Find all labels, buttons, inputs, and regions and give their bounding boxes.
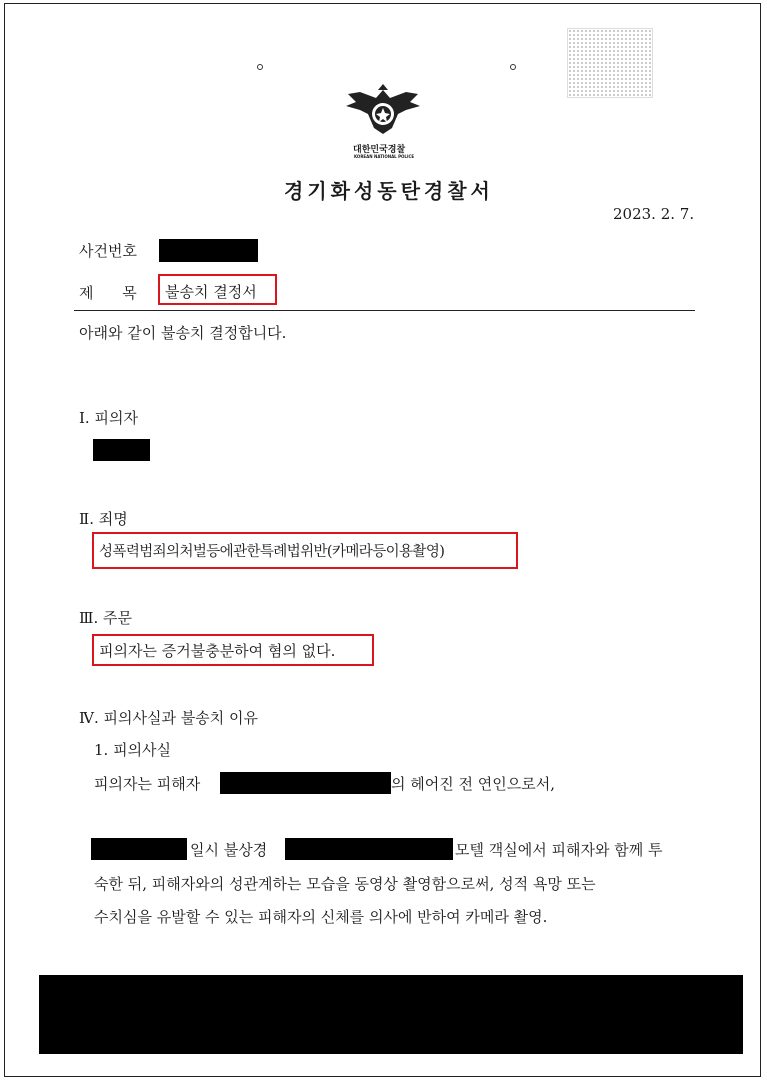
- section-charge-heading: Ⅱ. 죄명: [79, 510, 128, 528]
- redacted-date: [91, 838, 187, 860]
- redacted-location: [285, 838, 453, 860]
- facts-line1-pre: 피의자는 피해자: [94, 775, 201, 793]
- facts-line2-post: 모텔 객실에서 피해자와 함께 투: [455, 841, 663, 859]
- redacted-footer-block: [39, 975, 743, 1054]
- intro-text: 아래와 같이 불송치 결정합니다.: [79, 324, 287, 342]
- facts-line2-mid: 일시 불상경: [190, 841, 268, 859]
- case-number-label: 사건번호: [79, 242, 137, 260]
- facts-line1-post: 의 헤어진 전 연인으로서,: [391, 775, 555, 793]
- logo-korean-text: 대한민국경찰: [353, 145, 406, 155]
- charge-value: 성폭력범죄의처벌등에관한특례법위반(카메라등이용촬영): [99, 544, 445, 560]
- logo-english-text: KOREAN NATIONAL POLICE: [354, 154, 415, 159]
- facts-line3: 숙한 뒤, 피해자와의 성관계하는 모습을 동영상 촬영함으로써, 성적 욕망 또는: [94, 875, 596, 893]
- punch-hole-right: [510, 64, 516, 70]
- punch-hole-left: [257, 64, 263, 70]
- document-date: 2023. 2. 7.: [613, 205, 695, 223]
- police-emblem-logo: [340, 84, 426, 159]
- redacted-suspect-name: [93, 439, 150, 461]
- header-divider: [74, 310, 695, 311]
- section-ruling-heading: Ⅲ. 주문: [79, 609, 132, 627]
- faded-stamp: [567, 28, 653, 98]
- facts-line4: 수치심을 유발할 수 있는 피해자의 신체를 의사에 반하여 카메라 촬영.: [94, 908, 548, 926]
- subject-value: 불송치 결정서: [165, 283, 257, 301]
- ruling-value: 피의자는 증거불충분하여 혐의 없다.: [99, 642, 336, 660]
- section-facts-heading: Ⅳ. 피의사실과 불송치 이유: [79, 709, 258, 727]
- redacted-case-number: [159, 239, 258, 262]
- agency-title: 경기화성동탄경찰서: [284, 179, 494, 203]
- subject-label: 제 목: [79, 284, 137, 302]
- facts-subheading: 1. 피의사실: [94, 741, 172, 759]
- section-suspect-heading: Ⅰ. 피의자: [79, 409, 138, 427]
- redacted-victim-name: [220, 772, 391, 794]
- eagle-emblem-icon: [340, 84, 426, 140]
